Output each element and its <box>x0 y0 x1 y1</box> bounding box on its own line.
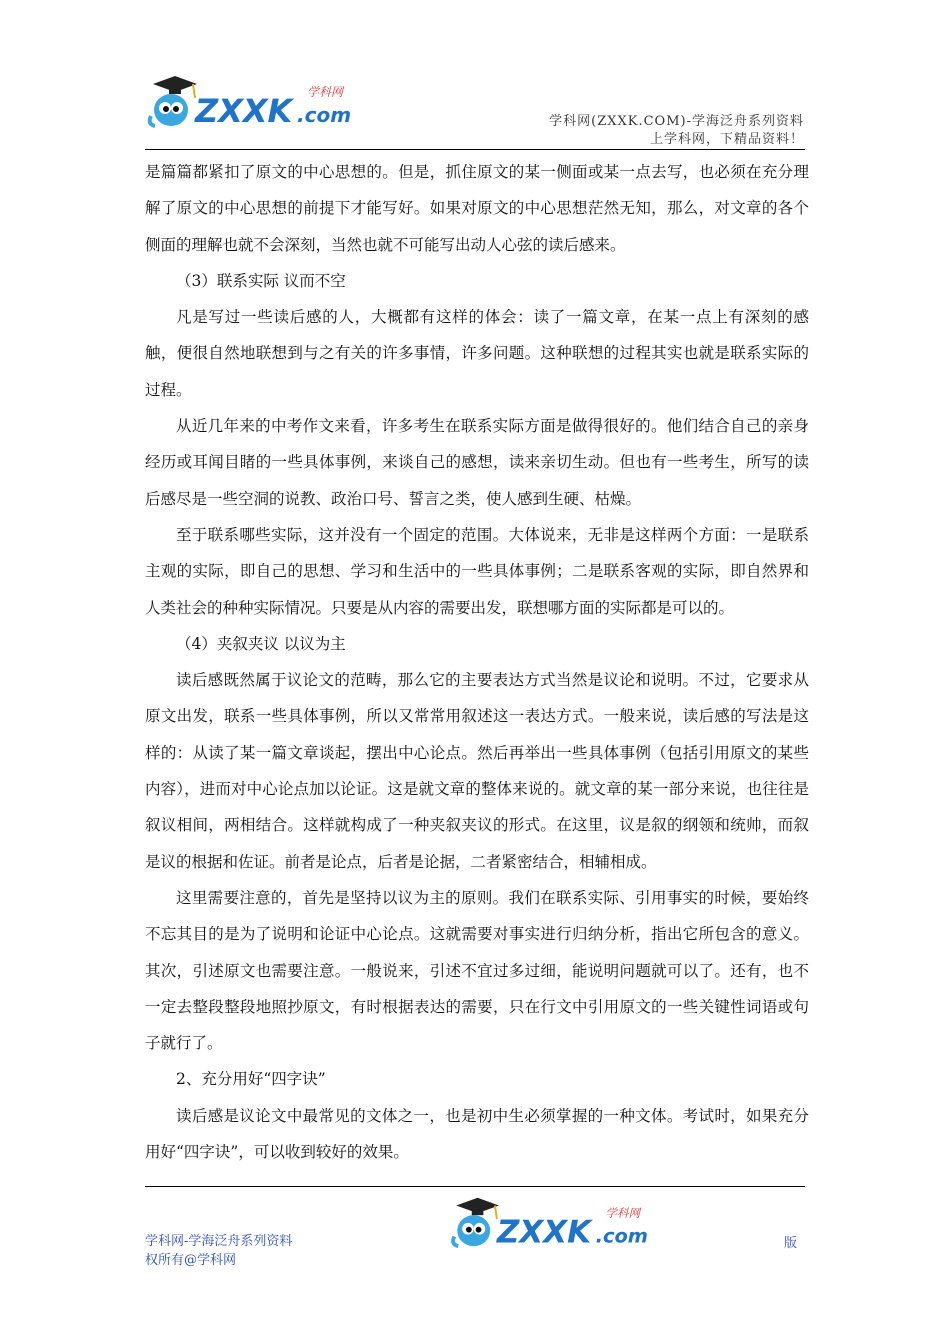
footer-logo <box>445 1190 665 1250</box>
footer-right-text: 版 <box>784 1236 798 1251</box>
mascot-icon <box>453 1198 499 1246</box>
footer-text <box>145 1232 292 1270</box>
mascot-icon <box>150 76 197 126</box>
paragraph-3: 从近几年来的中考作文来看，许多考生在联系实际方面是做得很好的。他们结合自己的亲身经历或耳闻目睹的一些具体事例，来谈自己的感想，读来亲切生动。但也有一些考生，所写的读后感尽是一些空洞的说教、政治口号、誓言之类，使人感到生硬、枯燥。 <box>145 417 809 508</box>
svg-text:学科网: 学科网 <box>307 85 344 99</box>
section-heading-3: （3）联系实际 议而不空 <box>176 271 346 290</box>
section-heading-2: 2、充分用好“四字诀” <box>176 1070 326 1089</box>
paragraph-7: 读后感是议论文中最常见的文体之一，也是初中生必须掌握的一种文体。考试时，如果充分用好“四字诀”，可以收到较好的效果。 <box>145 1106 809 1162</box>
footer-line-1: 学科网-学海泛舟系列资料 <box>145 1234 293 1249</box>
paragraph-1: 是篇篇都紧扣了原文的中心思想的。但是，抓住原文的某一侧面或某一点去写，也必须在充分理解了原文的中心思想的前提下才能写好。如果对原文的中心思想茫然无知，那么，对文章的各个侧面的理解也就不会深刻，当然也就不可能写出动人心弦的读后感来。 <box>145 163 809 254</box>
paragraph-2: 凡是写过一些读后感的人，大概都有这样的体会：读了一篇文章，在某一点上有深刻的感触，便很自然地联想到与之有关的许多事情，许多问题。这种联想的过程其实也就是联系实际的过程。 <box>145 308 809 399</box>
footer-divider <box>145 1186 805 1187</box>
document-body <box>145 154 809 1170</box>
header-line-2: 上学科网，下精品资料！ <box>649 132 804 147</box>
svg-text:.com: .com <box>297 103 352 127</box>
logo-wordmark: ZXXK <box>195 92 293 130</box>
section-heading-4: （4）夹叙夹议 以议为主 <box>176 634 346 653</box>
header-divider <box>145 149 805 150</box>
header-line-1: 学科网(ZXXK.COM)-学海泛舟系列资料 <box>549 114 804 129</box>
svg-text:学科网: 学科网 <box>605 1206 641 1221</box>
svg-text:.com: .com <box>595 1224 648 1248</box>
footer-line-2: 权所有@学科网 <box>145 1253 237 1268</box>
paragraph-4: 至于联系哪些实际，这并没有一个固定的范围。大体说来，无非是这样两个方面：一是联系主观的实际，即自己的思想、学习和生活中的一些具体事例；二是联系客观的实际，即自然界和人类社会的种种实际情况。只要是从内容的需要出发，联想哪方面的实际都是可以的。 <box>145 525 809 617</box>
paragraph-5: 读后感既然属于议论文的范畴，那么它的主要表达方式当然是议论和说明。不过，它要求从原文出发，联系一些具体事例，所以又常常用叙述这一表达方式。一般来说，读后感的写法是这样的：从读了某一篇文章谈起，摆出中心论点。然后再举出一些具体事例（包括引用原文的某些内容），进而对中心论点加以论证。这是就文章的整体来说的。就文章的某一部分来说，也往往是叙议相间，两相结合。这样就构成了一种夹叙夹议的形式。在这里，议是叙的纲领和统帅，而叙是议的根据和佐证。前者是论点，后者是论据，二者紧密结合，相辅相成。 <box>145 671 809 871</box>
paragraph-6: 这里需要注意的，首先是坚持以议为主的原则。我们在联系实际、引用事实的时候，要始终不忘其目的是为了说明和论证中心论点。这就需要对事实进行归纳分析，指出它所包含的意义。其次，引述原文也需要注意。一般说来，引述不宜过多过细，能说明问题就可以了。还有，也不一定去整段整段地照抄原文，有时根据表达的需要，只在行文中引用原文的一些关键性词语或句子就行了。 <box>145 888 809 1053</box>
svg-text:ZXXK: ZXXK <box>496 1214 592 1250</box>
site-logo <box>145 68 365 130</box>
header-tagline <box>549 113 804 149</box>
